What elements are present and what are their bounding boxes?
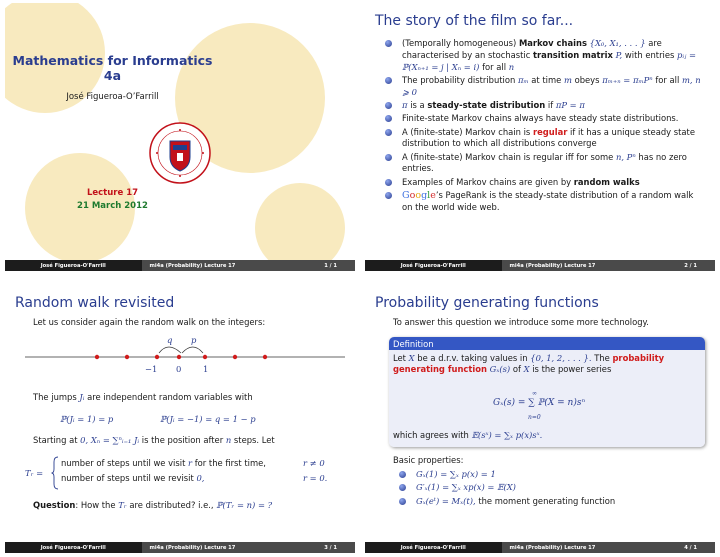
jumps-text: The jumps Jᵢ are independent random variables with [33, 392, 253, 402]
smiley-background [255, 183, 345, 271]
definition-heading: Definition [389, 337, 705, 350]
google-logo: Google [402, 190, 436, 202]
list-item: Google’s PageRank is the steady-state distribution of a random walk on the world wide web. [385, 190, 705, 214]
bullet-icon [385, 77, 392, 84]
footer-course: mi4a (Probability) Lecture 17 [142, 542, 296, 553]
definition-block [389, 337, 705, 447]
lecture-number: Lecture 17 [86, 188, 139, 198]
slide-random-walk [5, 285, 355, 553]
slide-footer [365, 542, 715, 553]
list-item: Finite-state Markov chains always have steady state distributions. [385, 113, 705, 125]
slide-generating-functions [365, 285, 715, 553]
slide-title [5, 3, 355, 271]
bullet-icon [385, 179, 392, 186]
intro-text: Let us consider again the random walk on the integers: [33, 317, 266, 327]
pgf-formula: Gₓ(s) = ∑ ℙ(X = n)sⁿ [493, 398, 586, 408]
lecture-date: 21 March 2012 [77, 201, 148, 211]
list-item: The probability distribution πₘ at time m obeys πₘ₊ₙ = πₘPⁿ for all m, n ⩾ 0 [385, 75, 705, 99]
footer-author: José Figueroa-O'Farrill [5, 260, 142, 271]
footer-author: José Figueroa-O'Farrill [5, 542, 142, 553]
bullet-icon [385, 40, 392, 47]
case-condition: r ≠ 0 [303, 458, 325, 468]
tick-label: 0 [176, 364, 182, 374]
equation: ℙ(Jᵢ = 1) = p [60, 414, 114, 424]
university-crest-icon [148, 121, 212, 185]
presentation-author: José Figueroa-O’Farrill [66, 92, 159, 102]
agrees-text: which agrees with 𝔼(sˣ) = ∑ₓ p(x)sˣ. [393, 430, 543, 440]
bullet-list [385, 38, 705, 215]
bullet-icon [385, 129, 392, 136]
tick-label: −1 [145, 364, 158, 374]
footer-page: 1 / 1 [296, 260, 356, 271]
list-item: π is a steady-state distribution if πP = π [385, 100, 705, 112]
footer-course: mi4a (Probability) Lecture 17 [502, 542, 656, 553]
list-item: Gₓ(eᵗ) = Mₓ(t), the moment generating function [399, 496, 705, 508]
definition-body [389, 350, 705, 447]
intro-text: To answer this question we introduce some more technology. [393, 317, 649, 327]
start-text: Starting at 0, Xₙ = ∑ⁿᵢ₌₁ Jᵢ is the position after n steps. Let [33, 435, 275, 445]
definition-line: Let X be a d.r.v. taking values in {0, 1, 2, . . . }. The probability generating function Gₓ(s) of X is the power series [393, 353, 665, 374]
equation: ℙ(Jᵢ = −1) = q = 1 − p [160, 414, 256, 424]
sum-upper-limit: ∞ [532, 390, 537, 397]
sum-lower-limit: n=0 [528, 414, 541, 421]
slide-heading: Random walk revisited [15, 295, 175, 311]
footer-author: José Figueroa-O'Farrill [365, 542, 502, 553]
bullet-icon [385, 115, 392, 122]
question-text: Question: How the Tᵣ are distributed? i.e., ℙ(Tᵣ = n) = ? [33, 500, 273, 510]
slide-footer [5, 260, 355, 271]
tr-definition: Tᵣ = [25, 468, 44, 478]
footer-page: 4 / 1 [656, 542, 716, 553]
bullet-icon [399, 484, 406, 491]
slide-story-so-far [365, 3, 715, 271]
presentation-title: Mathematics for Informatics 4a [12, 53, 213, 83]
slide-heading: The story of the film so far... [375, 13, 574, 29]
bullet-icon [399, 471, 406, 478]
prob-p-label: p [191, 335, 197, 345]
random-walk-diagram [25, 329, 345, 381]
brace-icon [51, 456, 59, 490]
footer-author: José Figueroa-O'Farrill [365, 260, 502, 271]
footer-course: mi4a (Probability) Lecture 17 [502, 260, 656, 271]
properties-label: Basic properties: [393, 455, 464, 465]
bullet-icon [385, 192, 392, 199]
footer-course: mi4a (Probability) Lecture 17 [142, 260, 296, 271]
slide-footer [365, 260, 715, 271]
lecture-info [5, 187, 220, 213]
slide-footer [5, 542, 355, 553]
list-item: Gₓ(1) = ∑ₓ p(x) = 1 [399, 469, 705, 481]
footer-page: 2 / 1 [656, 260, 716, 271]
slide-heading: Probability generating functions [375, 295, 599, 311]
tick-label: 1 [203, 364, 209, 374]
properties-list [399, 469, 705, 509]
list-item: (Temporally homogeneous) Markov chains {X₀, X₁, . . . } are characterised by an stochastic transition matrix P, with entries pᵢⱼ = ℙ(Xₙ₊₁ = j | Xₙ = i) for all n [385, 38, 705, 73]
footer-page: 3 / 1 [296, 542, 356, 553]
case-condition: r = 0. [303, 473, 328, 483]
bullet-icon [385, 102, 392, 109]
list-item: Examples of Markov chains are given by random walks [385, 177, 705, 189]
list-item: A (finite-state) Markov chain is regular iff for some n, Pⁿ has no zero entries. [385, 152, 705, 176]
list-item: G′ₓ(1) = ∑ₓ xp(x) = 𝔼(X) [399, 482, 705, 494]
bullet-icon [385, 154, 392, 161]
case-first-visit: number of steps until we visit r for the first time, [61, 458, 266, 468]
case-revisit: number of steps until we revisit 0, [61, 473, 205, 483]
prob-q-label: q [167, 335, 173, 345]
list-item: A (finite-state) Markov chain is regular if it has a unique steady state distribution to which all distributions converge [385, 127, 705, 151]
bullet-icon [399, 498, 406, 505]
